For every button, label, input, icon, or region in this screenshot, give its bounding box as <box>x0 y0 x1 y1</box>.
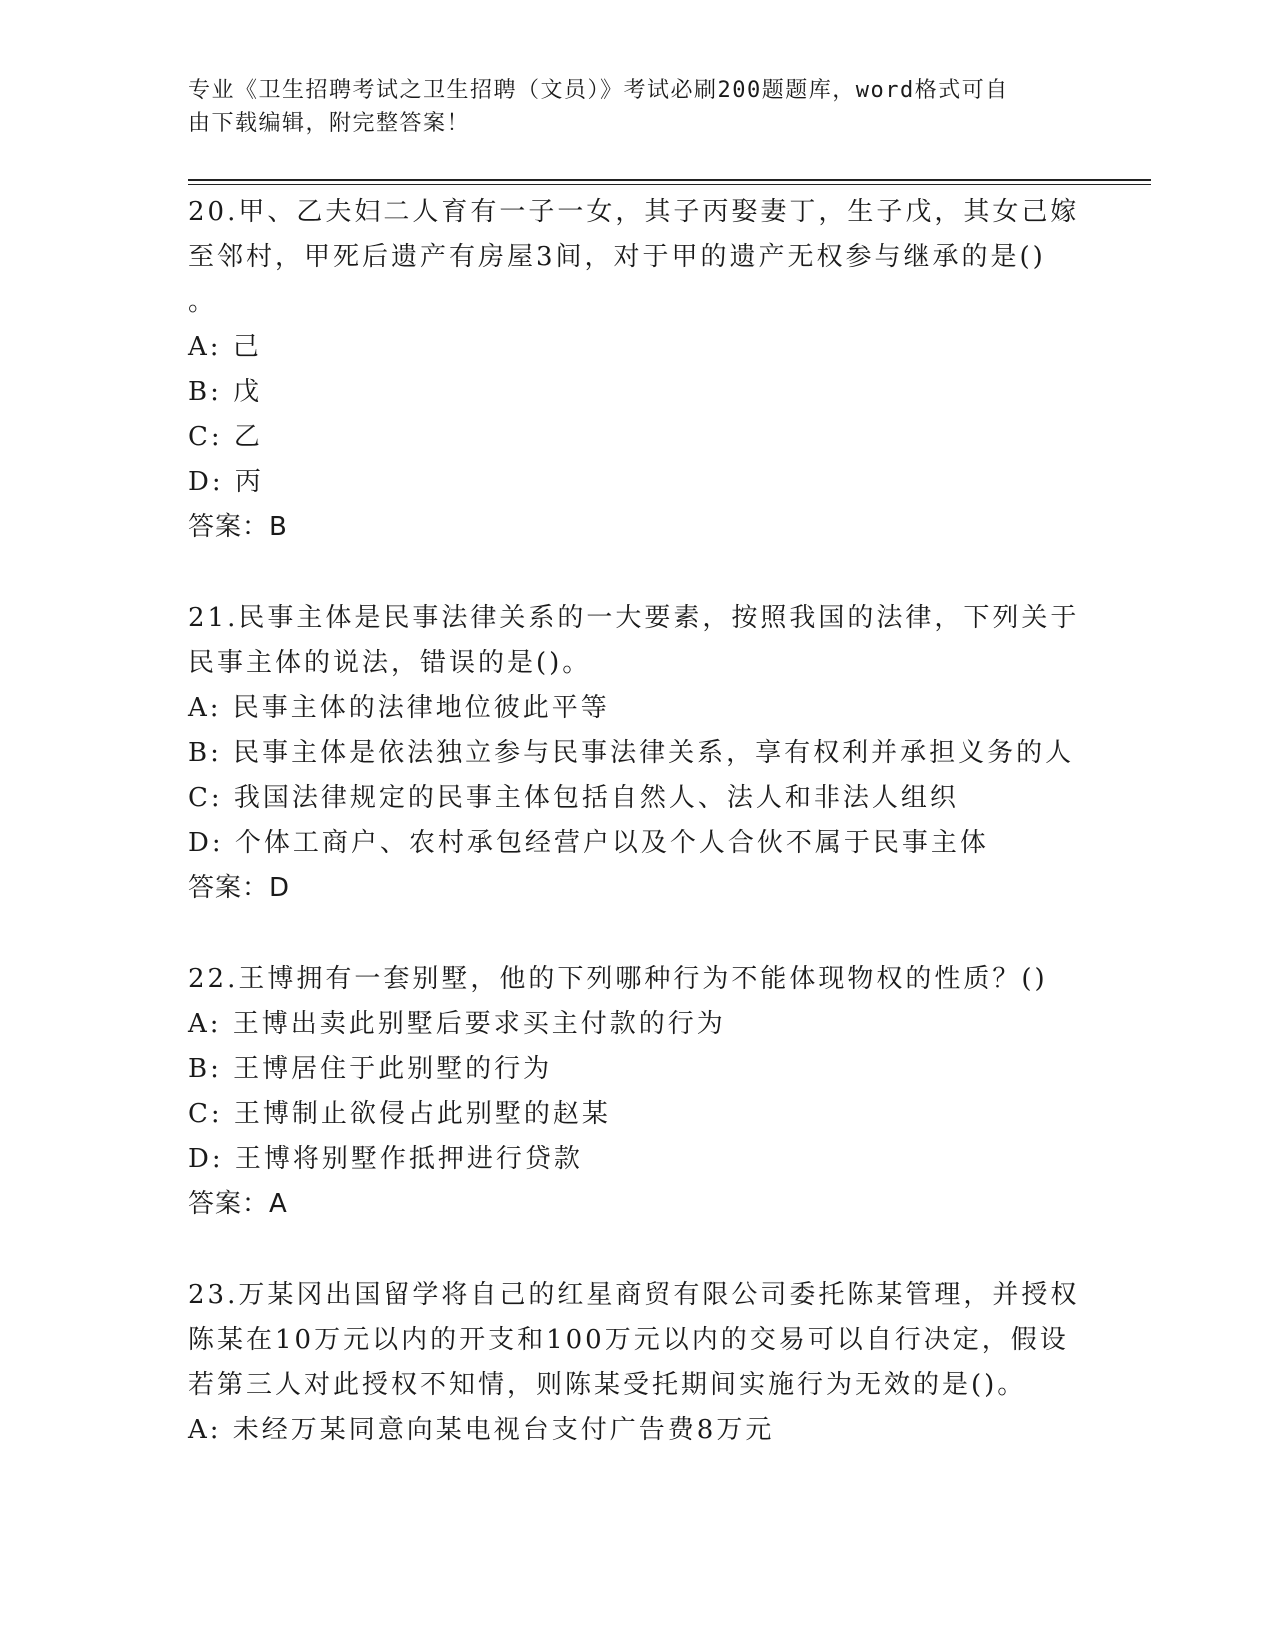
question-list <box>188 190 1088 1453</box>
header-line-2: 由下载编辑，附完整答案！ <box>188 111 471 136</box>
question-stem-line: 民事主体的说法，错误的是()。 <box>188 648 592 678</box>
answer-line: 答案：A <box>188 1189 288 1219</box>
option-d: D: 丙 <box>188 467 264 497</box>
option-c: C: 王博制止欲侵占此别墅的赵某 <box>188 1099 611 1129</box>
question-stem-line: 21.民事主体是民事法律关系的一大要素，按照我国的法律，下列关于 <box>188 603 1080 633</box>
option-d: D: 个体工商户、农村承包经营户以及个人合伙不属于民事主体 <box>188 828 989 858</box>
question-stem-line: 22.王博拥有一套别墅，他的下列哪种行为不能体现物权的性质？() <box>188 964 1048 994</box>
option-a: A: 民事主体的法律地位彼此平等 <box>188 693 610 723</box>
option-c: C: 乙 <box>188 422 263 452</box>
option-a: A: 未经万某同意向某电视台支付广告费8万元 <box>188 1415 775 1445</box>
question-stem-line: 陈某在10万元以内的开支和100万元以内的交易可以自行决定，假设 <box>188 1325 1069 1355</box>
question-stem-line: 23.万某冈出国留学将自己的红星商贸有限公司委托陈某管理，并授权 <box>188 1280 1080 1310</box>
question-spacer <box>188 911 1088 957</box>
question-stem-line: 20.甲、乙夫妇二人育有一子一女，其子丙娶妻丁，生子戊，其女己嫁 <box>188 197 1080 227</box>
option-a: A: 己 <box>188 332 262 362</box>
answer-line: 答案：D <box>188 873 291 903</box>
question-22 <box>188 957 1088 1227</box>
question-20 <box>188 190 1088 550</box>
option-d: D: 王博将别墅作抵押进行贷款 <box>188 1144 583 1174</box>
question-23 <box>188 1273 1088 1453</box>
header-line-1: 专业《卫生招聘考试之卫生招聘（文员）》考试必刷200题题库，word格式可自 <box>188 78 1009 103</box>
header-divider-thin <box>188 184 1151 185</box>
option-b: B: 戊 <box>188 377 263 407</box>
question-stem-line: 至邻村，甲死后遗产有房屋3间，对于甲的遗产无权参与继承的是() <box>188 242 1046 272</box>
question-stem-line: 。 <box>188 287 218 317</box>
question-spacer <box>188 550 1088 596</box>
option-b: B: 民事主体是依法独立参与民事法律关系，享有权利并承担义务的人 <box>188 738 1075 768</box>
option-a: A: 王博出卖此别墅后要求买主付款的行为 <box>188 1009 726 1039</box>
option-c: C: 我国法律规定的民事主体包括自然人、法人和非法人组织 <box>188 783 959 813</box>
header-divider-thick <box>188 179 1151 181</box>
answer-line: 答案：B <box>188 512 288 542</box>
document-header <box>188 74 1068 140</box>
question-stem-line: 若第三人对此授权不知情，则陈某受托期间实施行为无效的是()。 <box>188 1370 1027 1400</box>
question-21 <box>188 596 1088 911</box>
option-b: B: 王博居住于此别墅的行为 <box>188 1054 553 1084</box>
question-spacer <box>188 1227 1088 1273</box>
